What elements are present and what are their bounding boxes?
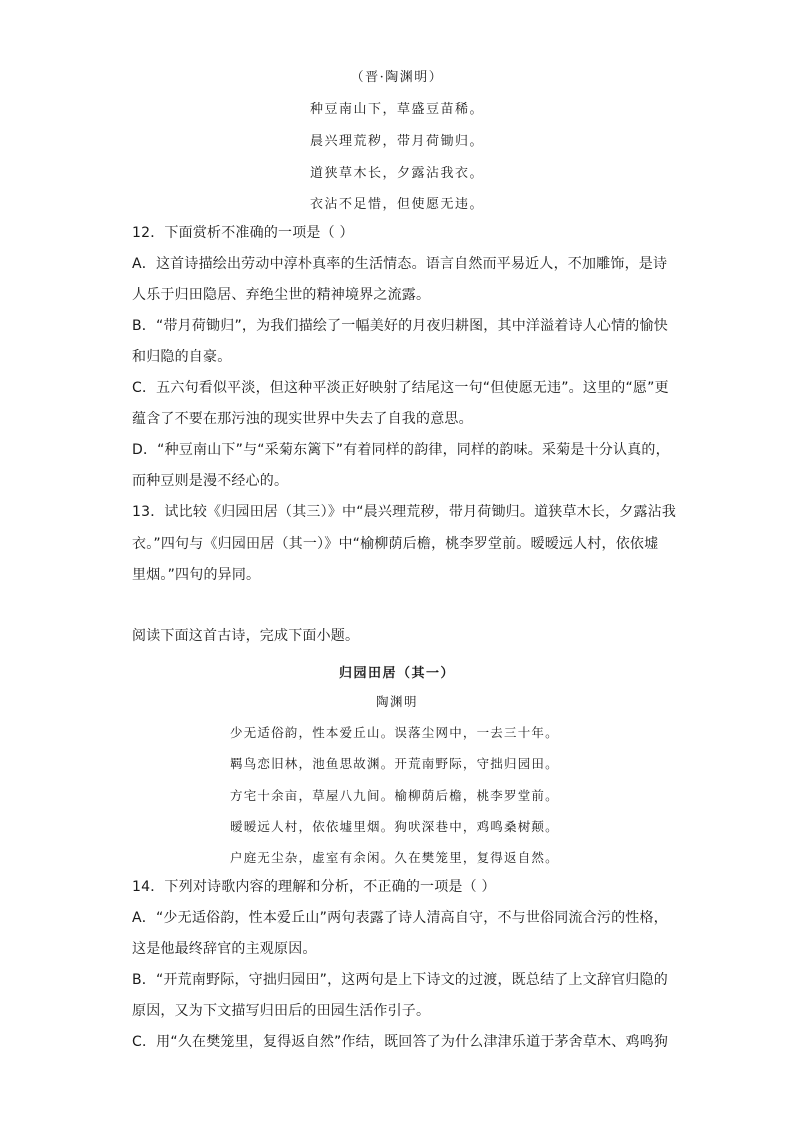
q14-stem: 14．下列对诗歌内容的理解和分析，不正确的一项是（ ） [132, 879, 496, 895]
poem2-author: 陶渊明 [375, 694, 418, 709]
poem1-author-line: （晋·陶渊明） [350, 70, 444, 85]
q13-line3: 里烟。”四句的异同。 [132, 567, 261, 583]
q12-option-a-line1: A．这首诗描绘出劳动中淳朴真率的生活情态。语言自然而平易近人，不加雕饰，是诗 [132, 256, 668, 272]
poem2-line-2: 羁鸟恋旧林，池鱼思故渊。开荒南野际，守拙归园田。 [230, 756, 559, 771]
poem2-line-5: 户庭无尘杂，虚室有余闲。久在樊笼里，复得返自然。 [230, 850, 559, 865]
poem2-line-3: 方宅十余亩，草屋八九间。榆柳荫后檐，桃李罗堂前。 [230, 788, 559, 803]
q12-stem: 12．下面赏析不准确的一项是（ ） [132, 225, 354, 241]
poem2-line-4: 暧暧远人村，依依墟里烟。狗吠深巷中，鸡鸣桑树颠。 [230, 819, 559, 834]
q12-option-c-line2: 蕴含了不要在那污浊的现实世界中失去了自我的意思。 [132, 411, 473, 427]
q12-option-b-line2: 和归隐的自豪。 [132, 349, 232, 365]
poem1-line-2: 晨兴理荒秽，带月荷锄归。 [309, 134, 484, 149]
q12-option-c-line1: C．五六句看似平淡，但这种平淡正好映射了结尾这一句“但使愿无违”。这里的“愿”更 [132, 380, 669, 396]
poem2-title: 归园田居（其一） [338, 666, 455, 681]
reading-instruction: 阅读下面这首古诗，完成下面小题。 [132, 628, 360, 644]
poem1-line-4: 衣沾不足惜，但使愿无违。 [309, 197, 484, 212]
poem2-line-1: 少无适俗韵，性本爱丘山。误落尘网中，一去三十年。 [230, 725, 559, 740]
q14-option-b-line2: 原因，又为下文描写归田后的田园生活作引子。 [132, 1003, 431, 1019]
q13-line1: 13．试比较《归园田居（其三）》中“晨兴理荒秽，带月荷锄归。道狭草木长，夕露沾我 [132, 504, 677, 520]
q12-option-a-line2: 人乐于归田隐居、弃绝尘世的精神境界之流露。 [132, 287, 431, 303]
q12-option-b-line1: B．“带月荷锄归”，为我们描绘了一幅美好的月夜归耕图，其中洋溢着诗人心情的愉快 [132, 318, 668, 334]
q12-option-d-line1: D．“种豆南山下”与“采菊东篱下”有着同样的韵律，同样的韵味。采菊是十分认真的， [132, 442, 670, 458]
q12-option-d-line2: 而种豆则是漫不经心的。 [132, 473, 289, 489]
poem1-line-3: 道狭草木长，夕露沾我衣。 [309, 166, 484, 181]
q14-option-c-line1: C．用“久在樊笼里，复得返自然”作结，既回答了为什么津津乐道于茅舍草木、鸡鸣狗 [132, 1034, 669, 1050]
q14-option-b-line1: B．“开荒南野际，守拙归园田”，这两句是上下诗文的过渡，既总结了上文辞官归隐的 [132, 972, 668, 988]
q13-line2: 衣。”四句与《归园田居（其一）》中“榆柳荫后檐，桃李罗堂前。暧暧远人村，依依墟 [132, 536, 659, 552]
q14-option-a-line2: 这是他最终辞官的主观原因。 [132, 941, 317, 957]
q14-option-a-line1: A．“少无适俗韵，性本爱丘山”两句表露了诗人清高自守，不与世俗同流合污的性格， [132, 910, 668, 926]
poem1-line-1: 种豆南山下，草盛豆苗稀。 [309, 102, 484, 117]
